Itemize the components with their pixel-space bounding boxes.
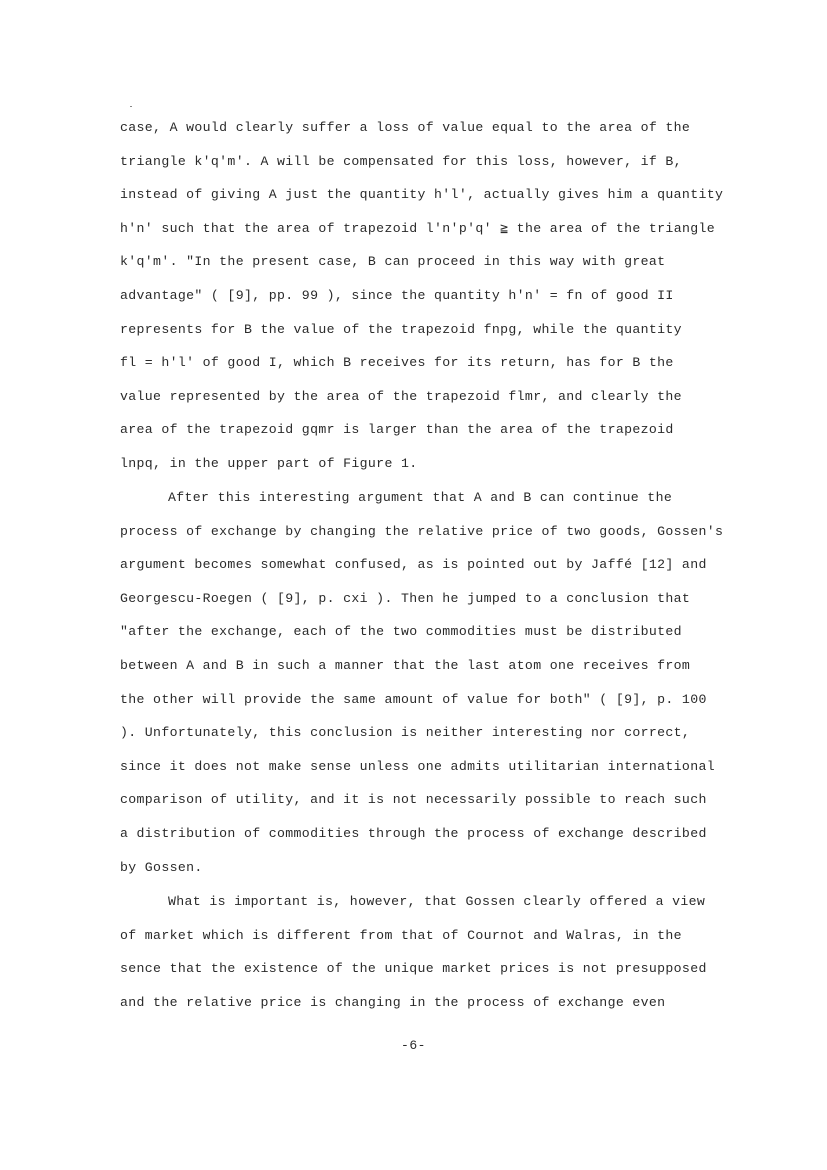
text-line: triangle k'q'm'. A will be compensated for this loss, however, if B, — [120, 153, 682, 169]
text-line: case, A would clearly suffer a loss of value equal to the area of the — [120, 120, 691, 135]
text-line: sence that the existence of the unique market prices is not presupposed — [120, 961, 707, 977]
text-line: process of exchange by changing the relative price of two goods, Gossen's — [120, 523, 724, 539]
page-number: -6- — [401, 1038, 426, 1053]
text-line: instead of giving A just the quantity h'l', actually gives him a quantity — [120, 187, 724, 203]
text-line: What is important is, however, that Gossen clearly offered a view — [168, 894, 706, 909]
text-line: h'n' such that the area of trapezoid l'n'p'q' ≧ the area of the triangle — [120, 220, 716, 236]
text-line: since it does not make sense unless one admits utilitarian international — [120, 758, 715, 774]
text-line: "after the exchange, each of the two commodities must be distributed — [120, 624, 682, 640]
text-line: by Gossen. — [120, 859, 203, 875]
text-line: comparison of utility, and it is not necessarily possible to reach such — [120, 792, 707, 808]
text-line: After this interesting argument that A and B can continue the — [168, 490, 673, 505]
text-line: of market which is different from that of Cournot and Walras, in the — [120, 927, 682, 943]
text-line: and the relative price is changing in the process of exchange even — [120, 994, 666, 1010]
paragraph-2 — [120, 481, 740, 884]
text-line: value represented by the area of the trapezoid flmr, and clearly the — [120, 388, 682, 404]
paragraph-3 — [120, 885, 740, 1019]
text-line: lnpq, in the upper part of Figure 1. — [120, 455, 418, 471]
text-line: argument becomes somewhat confused, as is pointed out by Jaffé [12] and — [120, 557, 707, 573]
text-line: advantage" ( [9], pp. 99 ), since the quantity h'n' = fn of good II — [120, 287, 674, 303]
text-line: Georgescu-Roegen ( [9], p. cxi ). Then he jumped to a conclusion that — [120, 590, 691, 606]
text-line: the other will provide the same amount of value for both" ( [9], p. 100 — [120, 691, 707, 707]
text-line: a distribution of commodities through the process of exchange described — [120, 825, 707, 841]
text-line: ). Unfortunately, this conclusion is neither interesting nor correct, — [120, 725, 691, 741]
text-line: area of the trapezoid gqmr is larger than the area of the trapezoid — [120, 422, 674, 438]
text-line: between A and B in such a manner that the last atom one receives from — [120, 657, 691, 673]
text-line: represents for B the value of the trapezoid fnpg, while the quantity — [120, 321, 682, 337]
text-line: fl = h'l' of good I, which B receives for its return, has for B the — [120, 355, 674, 371]
scan-speck — [130, 106, 132, 107]
text-line: k'q'm'. "In the present case, B can proceed in this way with great — [120, 254, 666, 270]
paragraph-1 — [120, 111, 740, 481]
